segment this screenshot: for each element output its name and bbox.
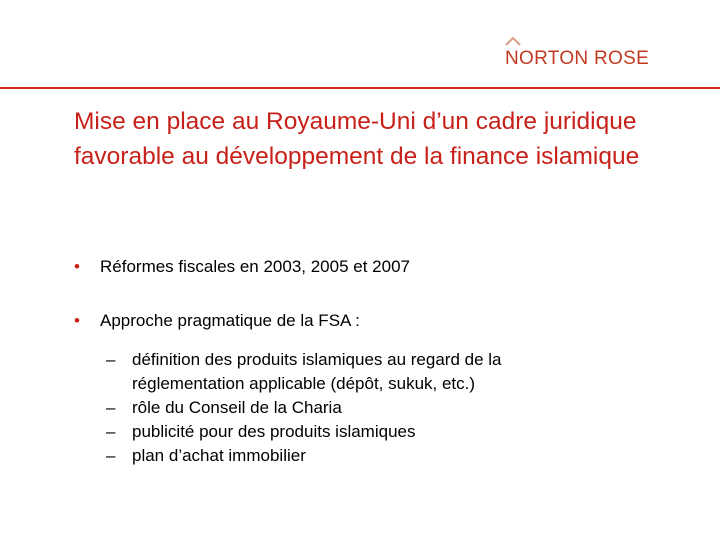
sub-item xyxy=(106,444,606,468)
sub-item xyxy=(106,420,606,444)
sub-item xyxy=(106,348,606,396)
sub-text: plan d’achat immobilier xyxy=(132,446,306,465)
sub-text: publicité pour des produits islamiques xyxy=(132,422,416,441)
logo-chevron-icon xyxy=(505,36,521,46)
sub-marker: – xyxy=(106,422,116,441)
sub-text: définition des produits islamiques au regard de la réglementation applicable (dépôt, sukuk, etc.) xyxy=(132,350,502,393)
norton-rose-logo xyxy=(505,36,665,70)
sub-marker: – xyxy=(106,398,116,417)
bullet-text: Réformes fiscales en 2003, 2005 et 2007 xyxy=(100,257,410,276)
logo-text: NORTON ROSE xyxy=(505,48,650,69)
sub-bullet-list xyxy=(106,348,606,468)
bullet-marker: • xyxy=(74,311,80,330)
sub-marker: – xyxy=(106,350,116,369)
slide-title: Mise en place au Royaume-Uni d’un cadre juridique favorable au développement de la finance islamique xyxy=(74,108,640,170)
bullet-item xyxy=(74,308,694,334)
bullet-item xyxy=(74,254,694,280)
sub-marker: – xyxy=(106,446,116,465)
header-divider xyxy=(0,87,720,89)
sub-item xyxy=(106,396,606,420)
bullet-text: Approche pragmatique de la FSA : xyxy=(100,311,360,330)
sub-text: rôle du Conseil de la Charia xyxy=(132,398,342,417)
bullet-list xyxy=(74,254,694,334)
bullet-marker: • xyxy=(74,257,80,276)
